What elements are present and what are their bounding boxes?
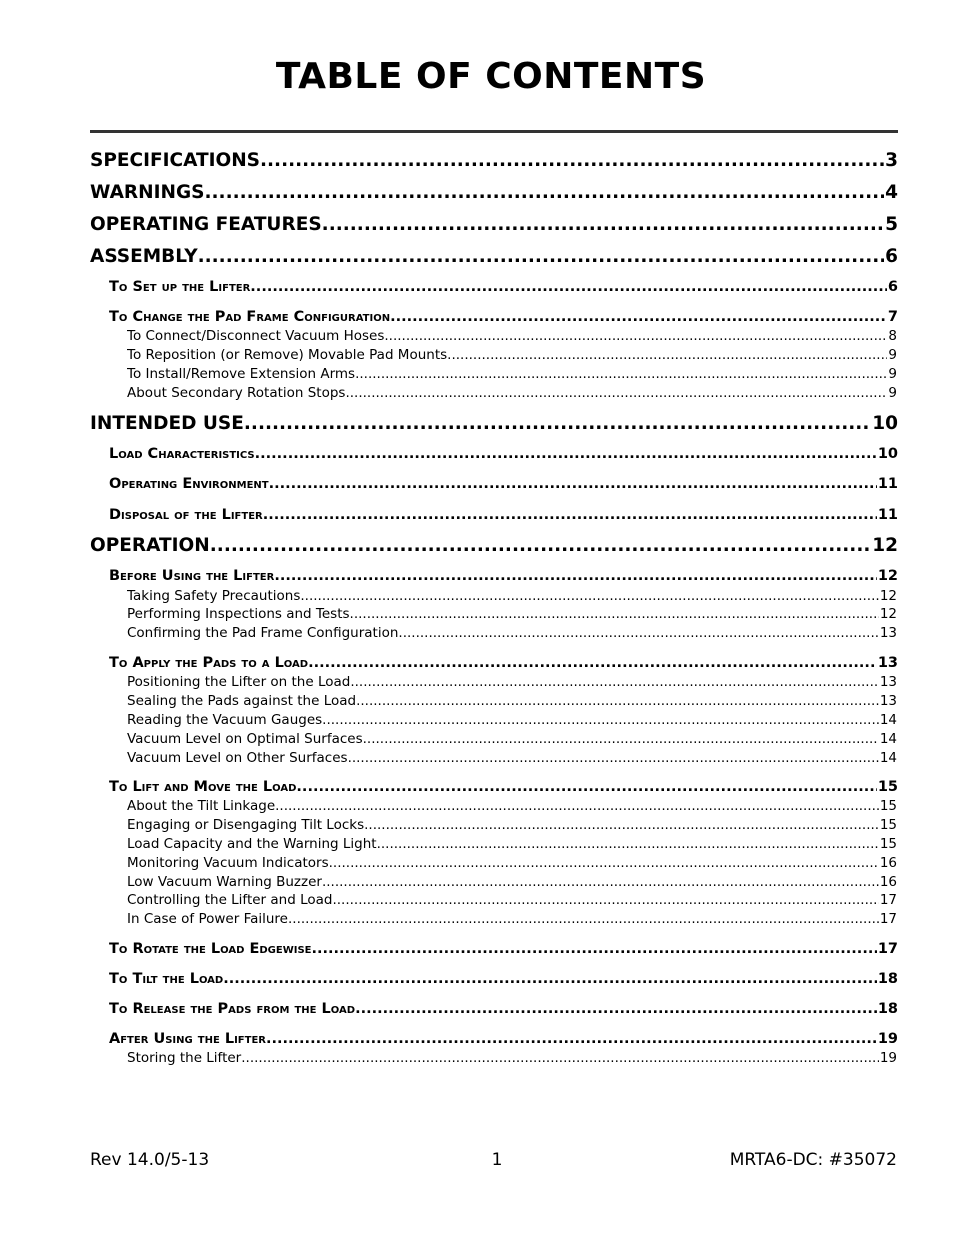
toc-entry-label: Low Vacuum Warning Buzzer xyxy=(127,874,322,890)
toc-entry[interactable] xyxy=(127,346,897,364)
toc-entry-label: To Tilt the Load xyxy=(109,971,224,987)
toc-entry[interactable] xyxy=(127,816,897,834)
toc-leader-dots xyxy=(350,673,878,691)
toc-entry-label: Vacuum Level on Optimal Surfaces xyxy=(127,731,363,747)
toc-leader-dots xyxy=(356,692,879,710)
toc-entry-label: Positioning the Lifter on the Load xyxy=(127,674,351,690)
toc-leader-dots xyxy=(198,245,885,269)
toc-entry-label: To Lift and Move the Load xyxy=(109,779,297,795)
toc-entry[interactable] xyxy=(127,365,897,383)
toc-entry-label: To Rotate the Load Edgewise xyxy=(109,941,312,957)
toc-entry-label: SPECIFICATIONS xyxy=(90,150,260,171)
toc-leader-dots xyxy=(260,149,884,173)
toc-entry-page: 7 xyxy=(887,309,898,325)
toc-entry[interactable] xyxy=(109,939,898,959)
toc-entry-page: 3 xyxy=(885,150,898,171)
toc-leader-dots xyxy=(350,605,879,623)
title-divider xyxy=(90,130,898,133)
toc-entry-page: 18 xyxy=(877,1001,898,1017)
toc-entry-page: 14 xyxy=(879,731,897,747)
toc-entry-page: 15 xyxy=(879,836,897,852)
toc-leader-dots xyxy=(223,969,877,989)
toc-entry[interactable] xyxy=(90,245,898,269)
toc-leader-dots xyxy=(296,777,876,797)
toc-entry-page: 9 xyxy=(888,347,897,363)
toc-entry-page: 13 xyxy=(879,674,897,690)
toc-entry[interactable] xyxy=(127,797,897,815)
toc-entry[interactable] xyxy=(109,505,898,525)
toc-entry-page: 14 xyxy=(879,712,897,728)
toc-leader-dots xyxy=(269,474,877,494)
toc-entry-label: Vacuum Level on Other Surfaces xyxy=(127,750,348,766)
footer-model-number: MRTA6-DC: #35072 xyxy=(729,1150,897,1170)
toc-leader-dots xyxy=(250,277,887,297)
toc-entry-label: In Case of Power Failure xyxy=(127,911,288,927)
toc-entry-page: 6 xyxy=(887,279,898,295)
toc-leader-dots xyxy=(322,213,884,237)
toc-entry-page: 17 xyxy=(877,941,898,957)
toc-entry[interactable] xyxy=(127,711,897,729)
toc-leader-dots xyxy=(255,444,877,464)
toc-entry-label: Taking Safety Precautions xyxy=(127,588,301,604)
toc-leader-dots xyxy=(348,749,879,767)
toc-entry-page: 12 xyxy=(877,568,898,584)
toc-entry-page: 4 xyxy=(885,182,898,203)
footer-page-number: 1 xyxy=(491,1150,503,1170)
toc-entry-label: About the Tilt Linkage xyxy=(127,798,276,814)
toc-entry-page: 17 xyxy=(879,892,897,908)
toc-leader-dots xyxy=(329,854,879,872)
toc-entry[interactable] xyxy=(127,749,897,767)
toc-entry-label: Confirming the Pad Frame Configuration xyxy=(127,625,399,641)
toc-entry[interactable] xyxy=(127,587,897,605)
toc-entry-page: 8 xyxy=(888,328,897,344)
toc-entry[interactable] xyxy=(109,307,898,327)
toc-entry[interactable] xyxy=(127,730,897,748)
toc-entry[interactable] xyxy=(127,384,897,402)
toc-entry-label: To Apply the Pads to a Load xyxy=(109,655,309,671)
toc-entry-label: About Secondary Rotation Stops xyxy=(127,385,346,401)
toc-entry-label: Reading the Vacuum Gauges xyxy=(127,712,323,728)
toc-leader-dots xyxy=(275,797,879,815)
toc-entry-label: Monitoring Vacuum Indicators xyxy=(127,855,329,871)
toc-leader-dots xyxy=(210,534,871,558)
toc-leader-dots xyxy=(384,327,887,345)
toc-entry[interactable] xyxy=(90,412,898,436)
toc-leader-dots xyxy=(364,816,879,834)
page-title: TABLE OF CONTENTS xyxy=(275,56,707,97)
toc-entry-page: 6 xyxy=(885,246,898,267)
toc-entry-page: 14 xyxy=(879,750,897,766)
toc-entry-page: 9 xyxy=(888,385,897,401)
toc-leader-dots xyxy=(355,365,887,383)
toc-entry[interactable] xyxy=(90,181,898,205)
toc-entry[interactable] xyxy=(127,835,897,853)
toc-entry-label: Sealing the Pads against the Load xyxy=(127,693,357,709)
toc-entry-page: 16 xyxy=(879,874,897,890)
toc-entry-label: Performing Inspections and Tests xyxy=(127,606,350,622)
toc-leader-dots xyxy=(266,1029,877,1049)
toc-leader-dots xyxy=(205,181,885,205)
toc-entry-page: 15 xyxy=(879,817,897,833)
toc-entry-page: 15 xyxy=(877,779,898,795)
toc-leader-dots xyxy=(263,505,877,525)
toc-entry-page: 10 xyxy=(872,413,898,434)
toc-entry-page: 5 xyxy=(885,214,898,235)
toc-leader-dots xyxy=(377,835,879,853)
toc-entry-page: 9 xyxy=(888,366,897,382)
toc-entry-label: Controlling the Lifter and Load xyxy=(127,892,333,908)
toc-entry-page: 11 xyxy=(877,476,898,492)
toc-entry[interactable] xyxy=(109,969,898,989)
toc-leader-dots xyxy=(311,939,876,959)
toc-entry-page: 13 xyxy=(879,693,897,709)
toc-entry-page: 13 xyxy=(877,655,898,671)
toc-entry-page: 17 xyxy=(879,911,897,927)
toc-entry[interactable] xyxy=(127,873,897,891)
toc-entry-label: Operating Environment xyxy=(109,476,269,492)
toc-entry-label: Load Characteristics xyxy=(109,446,255,462)
toc-entry-page: 15 xyxy=(879,798,897,814)
toc-leader-dots xyxy=(322,873,879,891)
toc-entry-page: 18 xyxy=(877,971,898,987)
toc-entry[interactable] xyxy=(109,566,898,586)
toc-entry-label: INTENDED USE xyxy=(90,413,244,434)
toc-entry[interactable] xyxy=(127,891,897,909)
toc-entry-page: 13 xyxy=(879,625,897,641)
toc-leader-dots xyxy=(398,624,878,642)
toc-entry[interactable] xyxy=(90,149,898,173)
toc-entry-label: To Connect/Disconnect Vacuum Hoses xyxy=(127,328,385,344)
toc-entry[interactable] xyxy=(109,999,898,1019)
toc-leader-dots xyxy=(447,346,887,364)
toc-entry-page: 19 xyxy=(877,1031,898,1047)
toc-leader-dots xyxy=(274,566,876,586)
toc-entry[interactable] xyxy=(127,910,897,928)
toc-entry-label: WARNINGS xyxy=(90,182,205,203)
toc-entry-label: ASSEMBLY xyxy=(90,246,198,267)
toc-entry-label: To Reposition (or Remove) Movable Pad Mounts xyxy=(127,347,448,363)
toc-entry-page: 12 xyxy=(872,535,898,556)
toc-entry[interactable] xyxy=(109,1029,898,1049)
toc-entry[interactable] xyxy=(109,777,898,797)
toc-entry-label: Before Using the Lifter xyxy=(109,568,275,584)
toc-leader-dots xyxy=(390,307,887,327)
toc-entry[interactable] xyxy=(90,213,898,237)
toc-leader-dots xyxy=(244,412,871,436)
toc-leader-dots xyxy=(288,910,879,928)
toc-entry-page: 12 xyxy=(879,588,897,604)
toc-leader-dots xyxy=(308,653,877,673)
toc-entry[interactable] xyxy=(127,624,897,642)
toc-entry-label: Storing the Lifter xyxy=(127,1050,242,1066)
toc-leader-dots xyxy=(300,587,878,605)
toc-entry[interactable] xyxy=(109,474,898,494)
toc-entry[interactable] xyxy=(127,605,897,623)
toc-leader-dots xyxy=(345,384,887,402)
toc-entry-label: To Set up the Lifter xyxy=(109,279,251,295)
toc-entry[interactable] xyxy=(127,1049,897,1067)
toc-entry-page: 11 xyxy=(877,507,898,523)
toc-leader-dots xyxy=(355,999,877,1019)
toc-entry-page: 12 xyxy=(879,606,897,622)
toc-entry-label: To Install/Remove Extension Arms xyxy=(127,366,356,382)
toc-entry-label: OPERATION xyxy=(90,535,210,556)
toc-entry[interactable] xyxy=(127,673,897,691)
toc-entry-label: To Release the Pads from the Load xyxy=(109,1001,356,1017)
toc-leader-dots xyxy=(332,891,878,909)
toc-entry-label: Load Capacity and the Warning Light xyxy=(127,836,377,852)
toc-entry-page: 19 xyxy=(879,1050,897,1066)
toc-entry-label: After Using the Lifter xyxy=(109,1031,266,1047)
toc-entry-label: Engaging or Disengaging Tilt Locks xyxy=(127,817,365,833)
toc-leader-dots xyxy=(322,711,879,729)
toc-entry[interactable] xyxy=(109,444,898,464)
toc-entry[interactable] xyxy=(109,277,898,297)
toc-entry-label: Disposal of the Lifter xyxy=(109,507,263,523)
toc-leader-dots xyxy=(363,730,879,748)
toc-entry[interactable] xyxy=(127,327,897,345)
toc-entry-page: 16 xyxy=(879,855,897,871)
toc-entry[interactable] xyxy=(90,534,898,558)
footer-revision: Rev 14.0/5-13 xyxy=(90,1150,210,1170)
toc-entry-label: To Change the Pad Frame Configuration xyxy=(109,309,391,325)
toc-entry[interactable] xyxy=(127,854,897,872)
toc-entry-page: 10 xyxy=(877,446,898,462)
toc-entry-label: OPERATING FEATURES xyxy=(90,214,322,235)
toc-entry[interactable] xyxy=(109,653,898,673)
toc-leader-dots xyxy=(241,1049,879,1067)
toc-entry[interactable] xyxy=(127,692,897,710)
